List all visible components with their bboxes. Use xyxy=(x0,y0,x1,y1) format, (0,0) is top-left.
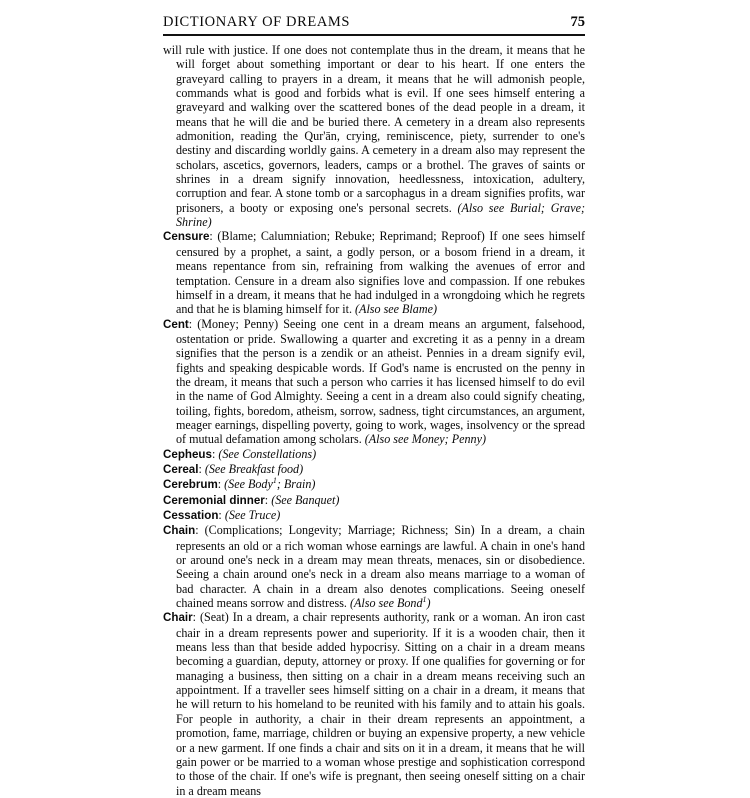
entry-headword: Chain xyxy=(163,524,196,538)
entry-synonyms: (Blame; Calumniation; Rebuke; Reprimand; Reproof) xyxy=(217,229,490,244)
entry-punct: : xyxy=(195,523,205,538)
entry-punct: : xyxy=(198,461,205,476)
entry-punct: : xyxy=(217,477,225,492)
header-rule xyxy=(163,34,585,36)
entry-synonyms: (Seat) xyxy=(199,610,233,625)
running-head xyxy=(163,14,585,31)
entry-headword: Ceremonial dinner xyxy=(163,493,265,507)
cross-reference: (See Body$^1$; Brain) xyxy=(224,476,316,492)
entry-cessation xyxy=(163,508,585,523)
entry-censure xyxy=(163,229,585,316)
cross-reference: (Also see Blame) xyxy=(355,302,437,317)
entry-headword: Cepheus xyxy=(163,447,212,461)
entry-headword: Chair xyxy=(163,611,193,625)
entry-cerebrum xyxy=(163,477,585,492)
entry-headword: Cereal xyxy=(163,462,199,476)
entry-text: Seeing one cent in a dream means an argument, falsehood, ostentation or pride. Swallowing a quarter and excreting it as a penny in a dream signifies that the person is a zendik or an atheist. Pennies in a dream signify evil, fights and speaking despicable words. If God's name is encrusted on the penny in the dream, it means that such a person who carries it has licensed himself to do evil in the name of God Almighty. Seeing a cent in a dream also could signify cheating, toiling, fights, boredom, atheism, sorrow, sadness, tight circumstances, an argument, meager earnings, dispelling poverty, going to work, wages, insolvency or the spread of mutual defamation among scholars. xyxy=(176,316,585,447)
entry-synonyms: (Complications; Longevity; Marriage; Richness; Sin) xyxy=(204,523,481,538)
cross-reference: (See Breakfast food) xyxy=(204,461,304,476)
cross-reference: (See Constellations) xyxy=(218,446,317,461)
entry-cent xyxy=(163,317,585,447)
entry-chain xyxy=(163,523,585,610)
page-number: 75 xyxy=(570,14,585,30)
cross-reference: (Also see Burial; Grave; Shrine) xyxy=(176,200,585,230)
entry-text: In a dream, a chain represents an old or a rich woman whose earnings are lawful. A chain in one's hand or around one's neck in a dream may mean threats, menaces, sin or disobedience. Seeing a chain around one's neck in a dream also means marriage to a woman of bad character. A chain in a dream also denotes complications. Seeing oneself chained means sorrow and distress. xyxy=(176,523,585,611)
entry-punct: : xyxy=(209,229,218,244)
cross-reference: (Also see Bond$^1$) xyxy=(349,595,431,611)
entry-punct: : xyxy=(218,508,225,522)
entry-cepheus xyxy=(163,447,585,462)
page-content xyxy=(163,14,585,798)
entry-text: In a dream, a chair represents authority, rank or a woman. An iron cast chair in a dream represents power and superiority. If it is a wooden chair, then it means less than that beside added hypocrisy. Sitting on a chair in a dream means becoming a guardian, deputy, attorney or proxy. If one qualifies for governing or for managing a business, then sitting on a chair in a dream means receiving such an appointment. If a traveller sees himself sitting on a chair in a dream, it means that he will return to his homeland to be reunited with his family and to attain his goals. For people in authority, a chair in their dream represents an appointment, a promotion, fame, marriage, children or buying an expensive property, a new vehicle or a new garment. If one finds a chair and sits on it in a dream, it means that he will gain power or be married to a woman whose prestige and sophistication correspond to those of the chair. If one's wife is pregnant, then seeing oneself sitting on a chair in a dream means xyxy=(176,610,585,798)
entry-ceremonial-dinner xyxy=(163,493,585,508)
entry-headword: Cerebrum xyxy=(163,478,218,492)
entry-headword: Censure xyxy=(163,230,210,244)
cross-reference: (See Truce) xyxy=(224,508,281,522)
running-head-title: DICTIONARY OF DREAMS xyxy=(163,14,351,30)
entry-chair xyxy=(163,610,585,797)
entry-punct: : xyxy=(188,316,198,331)
page-body xyxy=(163,43,585,798)
cross-reference: (See Banquet) xyxy=(271,492,340,507)
continued-paragraph xyxy=(163,43,585,229)
entry-cereal xyxy=(163,462,585,477)
entry-headword: Cent xyxy=(163,317,189,331)
entry-punct: : xyxy=(192,610,200,625)
entry-text: If one sees himself censured by a prophet, a saint, a godly person, or a bosom friend in a dream, it means repentance from sin, refraining from walking the avenues of error and temptation. Censure in a dream also signifies love and compassion. If one rebukes himself in a dream, it means that he had indulged in a wrongdoing which he regrets and that he is blaming himself for it. xyxy=(176,229,586,317)
entry-synonyms: (Money; Penny) xyxy=(197,316,284,331)
continued-paragraph-text: will rule with justice. If one does not contemplate thus in the dream, it means that he will forget about something important or dear to his heart. If one enters the graveyard calling to prayers in a dream, it means that he will admonish people, commands what is good and forbids what is evil. If one sees himself entering a graveyard and walking over the scattered bones of the dead people in a dream, it means that he will die and be buried there. A cemetery in a dream also represents admonition, reading the Qur'ān, crying, reminiscence, piety, surrender to one's destiny and discarding worldly gains. A cemetery in a dream also may represent the scholars, ascetics, governors, leaders, camps or a brothel. The graves of saints or shrines in a dream signify innovation, heedlessness, intoxication, adultery, corruption and fear. A stone tomb or a sarcophagus in a dream signifies profits, war prisoners, a booty or exposing one's personal secrets. xyxy=(163,43,585,215)
entry-headword: Cessation xyxy=(163,509,219,522)
cross-reference: (Also see Money; Penny) xyxy=(364,432,486,447)
entry-punct: : xyxy=(264,492,272,507)
entry-punct: : xyxy=(211,446,219,461)
